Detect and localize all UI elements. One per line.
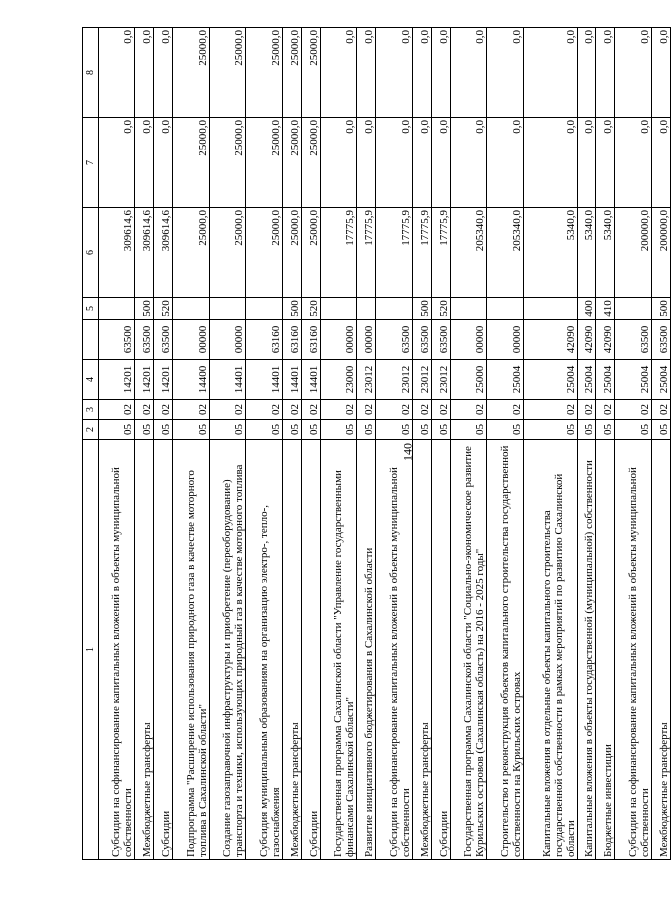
code-c4a: 23012 <box>412 360 431 400</box>
code-c4a: 23012 <box>357 360 376 400</box>
name: Субсидии <box>301 440 320 860</box>
amount-col8: 0,0 <box>651 28 670 118</box>
code-c2: 05 <box>282 420 301 440</box>
code-c4a: 14201 <box>135 360 154 400</box>
code-c4b: 63500 <box>412 320 431 360</box>
table-row <box>651 28 670 860</box>
code-c2: 05 <box>596 420 615 440</box>
code-c4a: 25000 <box>450 360 486 400</box>
amount-col8: 0,0 <box>450 28 486 118</box>
code-c4a: 25004 <box>523 360 577 400</box>
amount-col6: 17775,9 <box>357 208 376 298</box>
name: Государственная программа Сахалинской области "Социально-экономическое развитие Курильских островов (Сахалинская область) на 2016 - 2025 годы" <box>450 440 486 860</box>
name: Создание газозаправочной инфраструктуры и приобретение (переоборудование) транспорта и техники, использующих природный газ в качестве моторного топлива <box>209 440 245 860</box>
code-c5: 500 <box>135 298 154 320</box>
table-row <box>615 28 651 860</box>
amount-col6: 5340,0 <box>596 208 615 298</box>
amount-col7: 25000,0 <box>282 118 301 208</box>
name: Государственная программа Сахалинской области "Управление государственными финансами Сахалинской области" <box>320 440 356 860</box>
table-row <box>577 28 596 860</box>
amount-col7: 0,0 <box>376 118 412 208</box>
code-c2: 05 <box>651 420 670 440</box>
code-c4a: 14201 <box>154 360 173 400</box>
name: Межбюджетные трансферты <box>651 440 670 860</box>
amount-col8: 0,0 <box>135 28 154 118</box>
amount-col8: 25000,0 <box>209 28 245 118</box>
code-c4a: 14201 <box>99 360 135 400</box>
name: Субсидии на софинансирование капитальных вложений в объекты муниципальной собственности <box>99 440 135 860</box>
code-c5 <box>450 298 486 320</box>
code-c5 <box>99 298 135 320</box>
amount-col6: 309614,6 <box>154 208 173 298</box>
amount-col6: 25000,0 <box>301 208 320 298</box>
amount-col7: 0,0 <box>135 118 154 208</box>
name: Капитальные вложения в отдельные объекты капитального строительства государственной собственности в рамках мероприятий по развитию Сахалинской области <box>523 440 577 860</box>
amount-col6: 17775,9 <box>376 208 412 298</box>
table-row <box>376 28 412 860</box>
header-cell: 7 <box>83 118 99 208</box>
code-c4b: 42090 <box>596 320 615 360</box>
code-c2: 05 <box>173 420 209 440</box>
table-row <box>412 28 431 860</box>
amount-col7: 25000,0 <box>301 118 320 208</box>
amount-col6: 205340,0 <box>450 208 486 298</box>
amount-col7: 0,0 <box>596 118 615 208</box>
code-c5: 520 <box>431 298 450 320</box>
name: Подпрограмма "Расширение использования природного газа в качестве моторного топлива в Сахалинской области" <box>173 440 209 860</box>
code-c4b: 63500 <box>99 320 135 360</box>
code-c5: 500 <box>651 298 670 320</box>
code-c3: 02 <box>431 400 450 420</box>
header-cell: 6 <box>83 208 99 298</box>
code-c5: 410 <box>596 298 615 320</box>
code-c3: 02 <box>301 400 320 420</box>
code-c2: 05 <box>135 420 154 440</box>
amount-col6: 17775,9 <box>412 208 431 298</box>
code-c2: 05 <box>487 420 523 440</box>
code-c3: 02 <box>615 400 651 420</box>
code-c3: 02 <box>246 400 282 420</box>
code-c4b: 63500 <box>135 320 154 360</box>
code-c5 <box>376 298 412 320</box>
code-c2: 05 <box>209 420 245 440</box>
name: Субсидии <box>431 440 450 860</box>
code-c2: 05 <box>412 420 431 440</box>
name: Капитальные вложения в объекты государственной (муниципальной) собственности <box>577 440 596 860</box>
code-c4b: 63500 <box>431 320 450 360</box>
name: Субсидии <box>154 440 173 860</box>
code-c3: 02 <box>135 400 154 420</box>
code-c3: 02 <box>523 400 577 420</box>
amount-col7: 0,0 <box>651 118 670 208</box>
name: Межбюджетные трансферты <box>282 440 301 860</box>
code-c4b: 00000 <box>487 320 523 360</box>
code-c4a: 14401 <box>301 360 320 400</box>
rotated-page-content <box>82 28 671 860</box>
code-c3: 02 <box>173 400 209 420</box>
code-c3: 02 <box>99 400 135 420</box>
amount-col8: 0,0 <box>523 28 577 118</box>
code-c3: 02 <box>320 400 356 420</box>
amount-col7: 0,0 <box>577 118 596 208</box>
code-c5: 520 <box>154 298 173 320</box>
amount-col6: 17775,9 <box>431 208 450 298</box>
code-c2: 05 <box>320 420 356 440</box>
code-c4a: 25004 <box>615 360 651 400</box>
code-c4b: 63160 <box>246 320 282 360</box>
header-cell: 1 <box>83 440 99 860</box>
name: Межбюджетные трансферты <box>412 440 431 860</box>
code-c2: 05 <box>246 420 282 440</box>
header-cell: 2 <box>83 420 99 440</box>
code-c5: 520 <box>301 298 320 320</box>
header-cell <box>83 320 99 360</box>
amount-col7: 0,0 <box>412 118 431 208</box>
code-c2: 05 <box>450 420 486 440</box>
amount-col8: 0,0 <box>154 28 173 118</box>
name: Субсидия муниципальным образованиям на организацию электро-, тепло-, газоснабжения <box>246 440 282 860</box>
code-c3: 02 <box>357 400 376 420</box>
amount-col8: 0,0 <box>99 28 135 118</box>
table-row <box>487 28 523 860</box>
code-c3: 02 <box>376 400 412 420</box>
code-c4a: 14401 <box>209 360 245 400</box>
code-c5 <box>173 298 209 320</box>
name: Субсидии на софинансирование капитальных вложений в объекты муниципальной собственности <box>376 440 412 860</box>
code-c3: 02 <box>487 400 523 420</box>
code-c4a: 23000 <box>320 360 356 400</box>
code-c4b: 63500 <box>615 320 651 360</box>
table-row <box>173 28 209 860</box>
code-c4a: 25004 <box>577 360 596 400</box>
code-c3: 02 <box>154 400 173 420</box>
amount-col6: 25000,0 <box>282 208 301 298</box>
code-c5 <box>523 298 577 320</box>
code-c5 <box>615 298 651 320</box>
code-c5 <box>487 298 523 320</box>
header-row <box>83 28 99 860</box>
table-row <box>209 28 245 860</box>
name: Строительство и реконструкция объектов капитального строительства государственной собственности на Курильских островах <box>487 440 523 860</box>
amount-col8: 0,0 <box>487 28 523 118</box>
table-row <box>357 28 376 860</box>
amount-col7: 0,0 <box>320 118 356 208</box>
amount-col8: 25000,0 <box>282 28 301 118</box>
code-c2: 05 <box>301 420 320 440</box>
table-row <box>523 28 577 860</box>
code-c3: 02 <box>577 400 596 420</box>
code-c4a: 23012 <box>376 360 412 400</box>
amount-col8: 0,0 <box>596 28 615 118</box>
amount-col7: 0,0 <box>154 118 173 208</box>
table-row <box>596 28 615 860</box>
code-c3: 02 <box>596 400 615 420</box>
header-cell: 5 <box>83 298 99 320</box>
code-c4b: 00000 <box>209 320 245 360</box>
amount-col7: 25000,0 <box>173 118 209 208</box>
code-c4a: 25004 <box>651 360 670 400</box>
amount-col7: 0,0 <box>615 118 651 208</box>
code-c4a: 14400 <box>173 360 209 400</box>
table-row <box>282 28 301 860</box>
name: Межбюджетные трансферты <box>135 440 154 860</box>
header-cell: 8 <box>83 28 99 118</box>
code-c3: 02 <box>282 400 301 420</box>
code-c3: 02 <box>412 400 431 420</box>
code-c4b: 63160 <box>301 320 320 360</box>
amount-col6: 309614,6 <box>135 208 154 298</box>
code-c5 <box>209 298 245 320</box>
amount-col8: 0,0 <box>431 28 450 118</box>
amount-col7: 0,0 <box>523 118 577 208</box>
code-c4b: 42090 <box>577 320 596 360</box>
code-c2: 05 <box>376 420 412 440</box>
code-c4a: 25004 <box>596 360 615 400</box>
code-c5 <box>320 298 356 320</box>
amount-col6: 25000,0 <box>173 208 209 298</box>
table-row <box>320 28 356 860</box>
page-number: 140 <box>400 443 415 461</box>
amount-col8: 25000,0 <box>173 28 209 118</box>
code-c2: 05 <box>577 420 596 440</box>
code-c4b: 00000 <box>173 320 209 360</box>
code-c4b: 00000 <box>320 320 356 360</box>
budget-table <box>82 27 671 860</box>
code-c3: 02 <box>209 400 245 420</box>
code-c2: 05 <box>615 420 651 440</box>
code-c2: 05 <box>431 420 450 440</box>
header-cell: 3 <box>83 400 99 420</box>
table-row <box>135 28 154 860</box>
amount-col7: 25000,0 <box>246 118 282 208</box>
name: Бюджетные инвестиции <box>596 440 615 860</box>
code-c4a: 14401 <box>246 360 282 400</box>
amount-col8: 0,0 <box>376 28 412 118</box>
table-row <box>154 28 173 860</box>
amount-col6: 309614,6 <box>99 208 135 298</box>
amount-col6: 17775,9 <box>320 208 356 298</box>
code-c4b: 63500 <box>376 320 412 360</box>
name: Развитие инициативного бюджетирования в Сахалинской области <box>357 440 376 860</box>
table-row <box>246 28 282 860</box>
amount-col8: 0,0 <box>412 28 431 118</box>
amount-col6: 200000,0 <box>651 208 670 298</box>
amount-col7: 0,0 <box>357 118 376 208</box>
code-c5: 400 <box>577 298 596 320</box>
code-c4a: 14401 <box>282 360 301 400</box>
code-c4b: 63160 <box>282 320 301 360</box>
amount-col7: 0,0 <box>99 118 135 208</box>
code-c3: 02 <box>450 400 486 420</box>
code-c4b: 63500 <box>651 320 670 360</box>
amount-col7: 25000,0 <box>209 118 245 208</box>
code-c4b: 00000 <box>450 320 486 360</box>
amount-col6: 200000,0 <box>615 208 651 298</box>
code-c2: 05 <box>357 420 376 440</box>
code-c2: 05 <box>99 420 135 440</box>
code-c2: 05 <box>523 420 577 440</box>
amount-col8: 25000,0 <box>246 28 282 118</box>
code-c5 <box>246 298 282 320</box>
code-c4b: 63500 <box>154 320 173 360</box>
code-c3: 02 <box>651 400 670 420</box>
amount-col6: 5340,0 <box>523 208 577 298</box>
code-c5: 500 <box>282 298 301 320</box>
amount-col6: 25000,0 <box>246 208 282 298</box>
amount-col7: 0,0 <box>431 118 450 208</box>
code-c2: 05 <box>154 420 173 440</box>
code-c5: 500 <box>412 298 431 320</box>
code-c4b: 00000 <box>357 320 376 360</box>
table-row <box>450 28 486 860</box>
header-cell: 4 <box>83 360 99 400</box>
amount-col7: 0,0 <box>450 118 486 208</box>
amount-col6: 205340,0 <box>487 208 523 298</box>
amount-col8: 0,0 <box>577 28 596 118</box>
amount-col8: 0,0 <box>357 28 376 118</box>
table-row <box>431 28 450 860</box>
name: Субсидии на софинансирование капитальных вложений в объекты муниципальной собственности <box>615 440 651 860</box>
amount-col8: 25000,0 <box>301 28 320 118</box>
code-c5 <box>357 298 376 320</box>
table-row <box>301 28 320 860</box>
amount-col7: 0,0 <box>487 118 523 208</box>
code-c4b: 42090 <box>523 320 577 360</box>
amount-col8: 0,0 <box>320 28 356 118</box>
amount-col8: 0,0 <box>615 28 651 118</box>
code-c4a: 23012 <box>431 360 450 400</box>
code-c4a: 25004 <box>487 360 523 400</box>
amount-col6: 25000,0 <box>209 208 245 298</box>
amount-col6: 5340,0 <box>577 208 596 298</box>
table-row <box>99 28 135 860</box>
